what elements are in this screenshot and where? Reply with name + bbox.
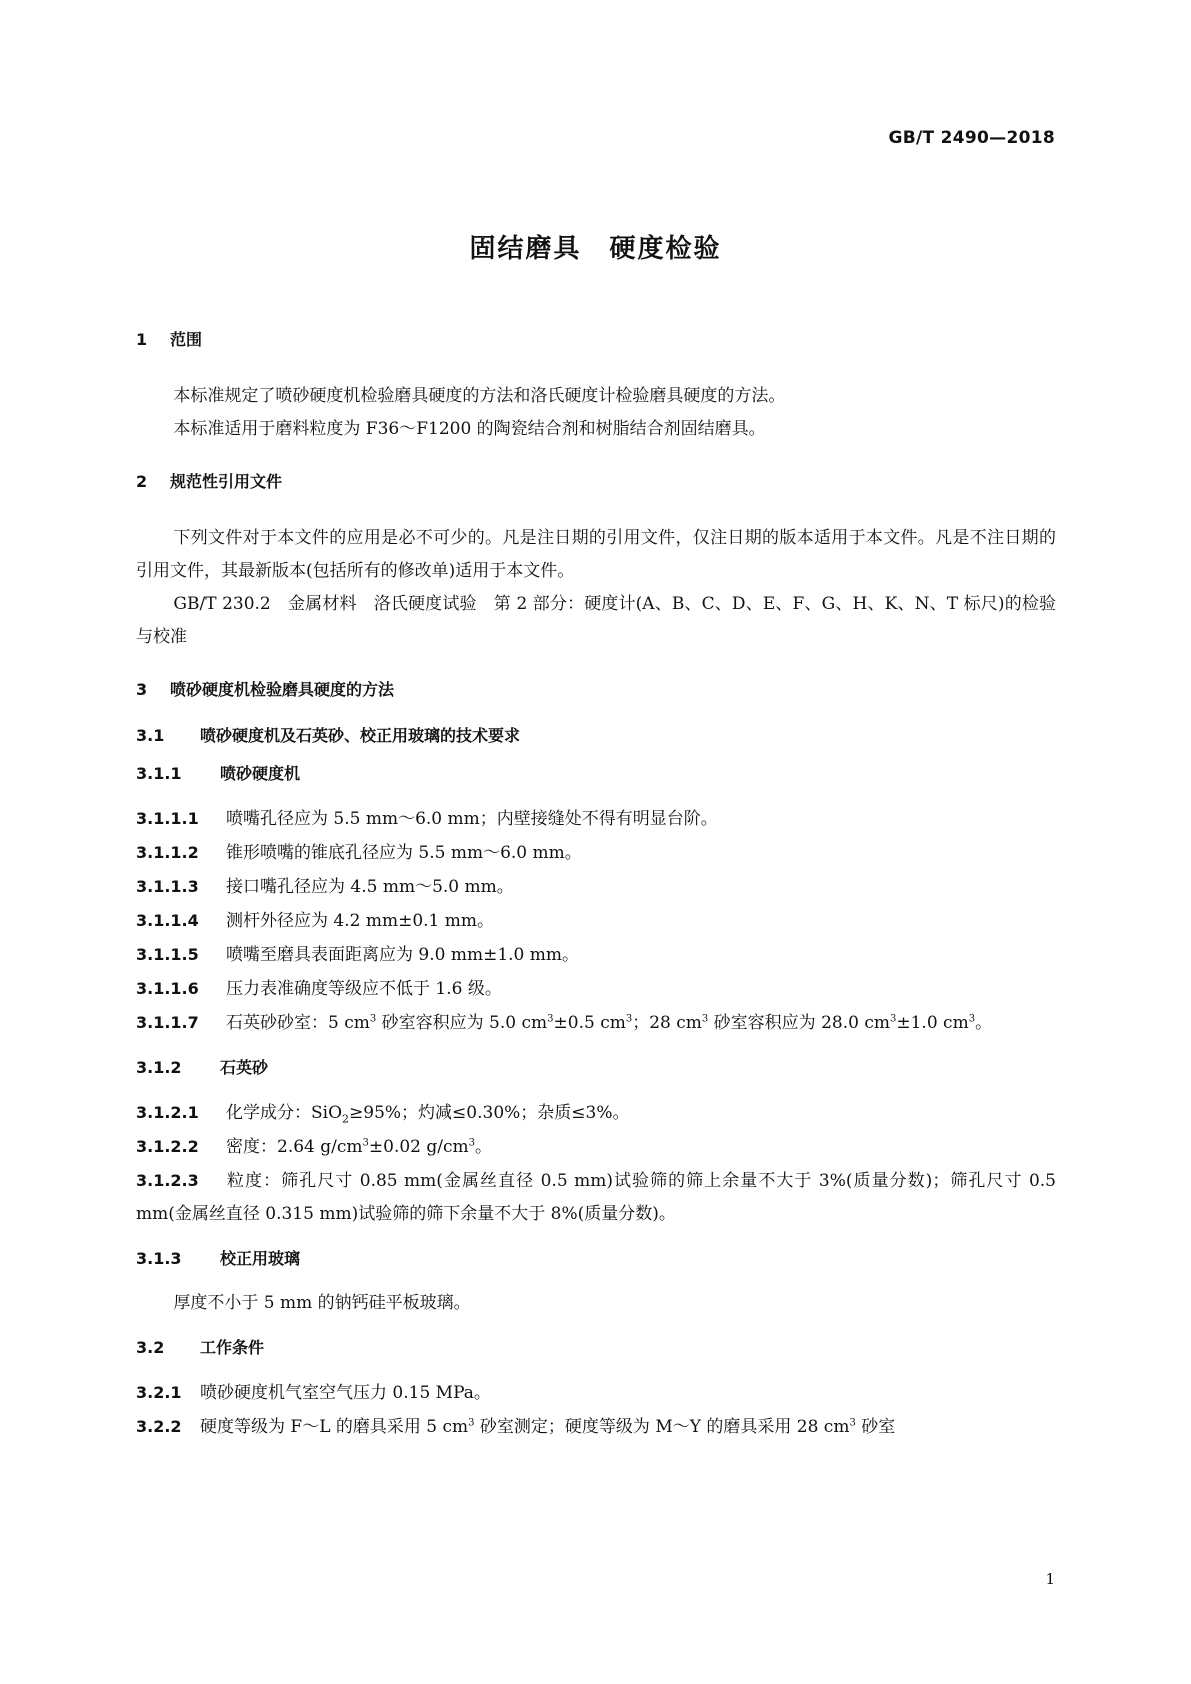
clause-item: 3.1.2.1 化学成分：SiO$_2$≥95%；灼减≤0.30%；杂质≤3%。	[136, 1103, 630, 1126]
page-number: 1	[1045, 1570, 1055, 1588]
document-body	[136, 330, 1056, 1444]
clause-item: 3.1.1.1 喷嘴孔径应为 5.5 mm～6.0 mm；内壁接缝处不得有明显台阶。	[136, 809, 718, 829]
paragraph: 本标准规定了喷砂硬度机检验磨具硬度的方法和洛氏硬度计检验磨具硬度的方法。	[173, 386, 786, 406]
document-title: 固结磨具 硬度检验	[469, 234, 722, 264]
paragraph: 厚度不小于 5 mm 的钠钙硅平板玻璃。	[173, 1293, 471, 1313]
section-heading: 3 喷砂硬度机检验磨具硬度的方法	[136, 680, 395, 699]
paragraph: 下列文件对于本文件的应用是必不可少的。凡是注日期的引用文件，仅注日期的版本适用于本文件。凡是不注日期的引用文件，其最新版本(包括所有的修改单)适用于本文件。	[136, 528, 1056, 581]
subsection-heading: 3.1.1 喷砂硬度机	[136, 764, 301, 783]
clause-item: 3.1.1.4 测杆外径应为 4.2 mm±0.1 mm。	[136, 911, 495, 931]
clause-item: 3.1.1.5 喷嘴至磨具表面距离应为 9.0 mm±1.0 mm。	[136, 945, 580, 965]
section-heading: 2 规范性引用文件	[136, 472, 283, 491]
subsection-heading: 3.2 工作条件	[136, 1338, 265, 1357]
clause-item: 3.1.2.2 密度：2.64 $g/cm^3\pm 0.02$ $g/cm^3$。	[136, 1137, 493, 1157]
subsection-heading: 3.1.2 石英砂	[136, 1058, 269, 1077]
clause-item: 3.1.1.7 石英砂砂室：5 $cm^3$ 砂室容积应为 5.0 $cm^3\pm 0.5$ $cm^3$；28 $cm^3$ 砂室容积应为 28.0 $cm^3\pm 1.0$ $cm^3$。	[136, 1013, 993, 1033]
section-heading: 1 范围	[136, 330, 203, 349]
clause-item: 3.1.1.2 锥形喷嘴的锥底孔径应为 5.5 mm～6.0 mm。	[136, 843, 582, 863]
clause-item: 3.1.1.6 压力表准确度等级应不低于 1.6 级。	[136, 979, 502, 999]
subsection-heading: 3.1.3 校正用玻璃	[136, 1249, 301, 1268]
subsection-heading: 3.1 喷砂硬度机及石英砂、校正用玻璃的技术要求	[136, 726, 521, 745]
standard-number: GB/T 2490—2018	[888, 128, 1055, 148]
reference-entry: GB/T 230.2 金属材料 洛氏硬度试验 第 2 部分：硬度计(A、B、C、D、E、F、G、H、K、N、T 标尺)的检验与校准	[136, 594, 1056, 647]
clause-item: 3.1.1.3 接口嘴孔径应为 4.5 mm～5.0 mm。	[136, 877, 514, 897]
clause-item: 3.1.2.3 粒度：筛孔尺寸 0.85 mm(金属丝直径 0.5 mm)试验筛的筛上余量不大于 3%(质量分数)；筛孔尺寸 0.5 mm(金属丝直径 0.315 mm)试验筛的筛下余量不大于 8%(质量分数)。	[136, 1171, 1056, 1224]
clause-item: 3.2.2 硬度等级为 F～L 的磨具采用 5 $cm^3$ 砂室测定；硬度等级为 M～Y 的磨具采用 28 $cm^3$ 砂室	[136, 1417, 896, 1437]
paragraph: 本标准适用于磨料粒度为 F36～F1200 的陶瓷结合剂和树脂结合剂固结磨具。	[173, 419, 766, 439]
clause-item: 3.2.1 喷砂硬度机气室空气压力 0.15 MPa。	[136, 1383, 491, 1403]
